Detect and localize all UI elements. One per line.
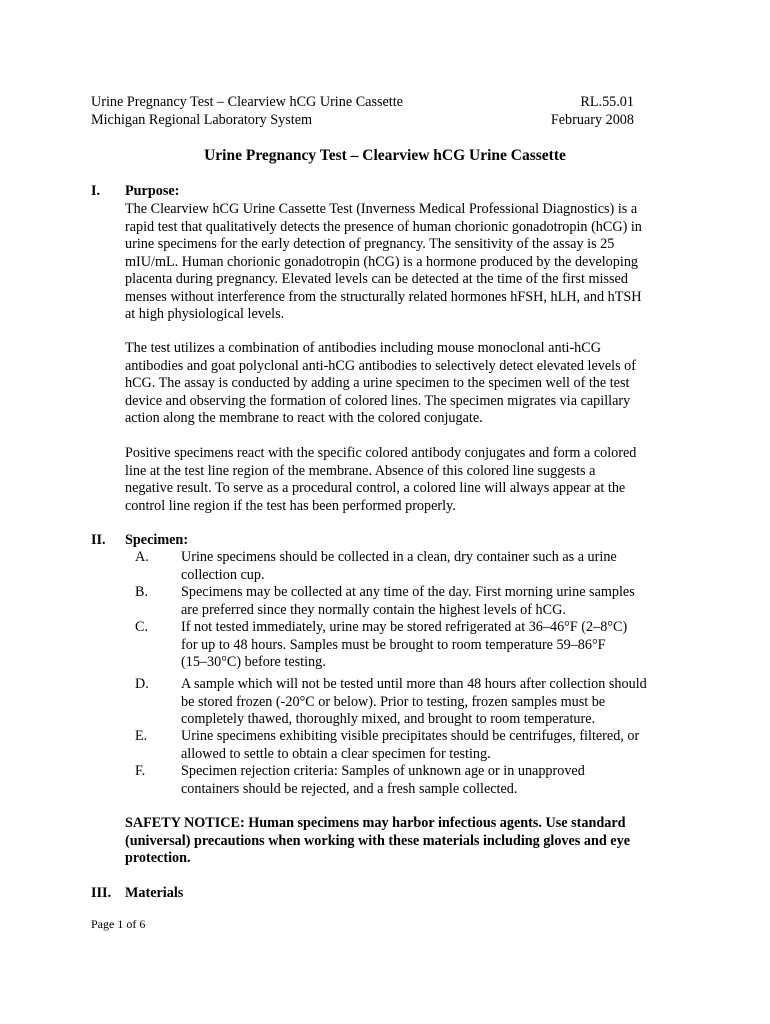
text-line: (15–30°C) before testing. bbox=[181, 654, 326, 670]
section-2-heading: Specimen: bbox=[125, 532, 189, 548]
page-title: Urine Pregnancy Test – Clearview hCG Urine Cassette bbox=[204, 147, 566, 164]
item-letter: A. bbox=[135, 549, 149, 565]
text-line: for up to 48 hours. Samples must be brought to room temperature 59–86°F bbox=[181, 636, 606, 653]
section-3-heading: Materials bbox=[125, 885, 184, 901]
text-line: line at the test line region of the membrane. Absence of this colored line suggests a bbox=[125, 462, 596, 479]
text-line: urine specimens for the early detection of pregnancy. The sensitivity of the assay is 25 bbox=[125, 236, 615, 252]
header-row-1 bbox=[91, 94, 634, 112]
item-text bbox=[181, 676, 647, 729]
purpose-paragraph-3 bbox=[125, 445, 685, 515]
text-line: Positive specimens react with the specific colored antibody conjugates and form a colored bbox=[125, 445, 637, 461]
item-letter: B. bbox=[135, 584, 149, 600]
text-line: If not tested immediately, urine may be stored refrigerated at 36–46°F (2–8°C) bbox=[181, 619, 628, 635]
text-line: at high physiological levels. bbox=[125, 306, 285, 322]
text-line: negative result. To serve as a procedural control, a colored line will always appear at the bbox=[125, 480, 626, 496]
section-1-number: I. bbox=[91, 183, 101, 199]
text-line: allowed to settle to obtain a clear specimen for testing. bbox=[181, 745, 491, 762]
item-letter: C. bbox=[135, 619, 149, 635]
safety-notice bbox=[125, 815, 630, 868]
page-number: Page 1 of 6 bbox=[91, 917, 146, 931]
text-line: mIU/mL. Human chorionic gonadotropin (hCG) is a hormone produced by the developing bbox=[125, 253, 639, 270]
text-line: control line region if the test has been performed properly. bbox=[125, 497, 456, 514]
item-text bbox=[181, 549, 617, 584]
section-1-heading: Purpose: bbox=[125, 183, 180, 199]
purpose-paragraph-1 bbox=[125, 201, 685, 324]
text-line: The Clearview hCG Urine Cassette Test (Inverness Medical Professional Diagnostics) is a bbox=[125, 201, 638, 217]
text-line: (universal) precautions when working with these materials including gloves and eye bbox=[125, 832, 630, 849]
item-text bbox=[181, 619, 627, 672]
text-line: A sample which will not be tested until more than 48 hours after collection should bbox=[181, 676, 647, 692]
text-line: Specimens may be collected at any time of the day. First morning urine samples bbox=[181, 584, 635, 600]
header-doc-number: RL.55.01 bbox=[580, 94, 634, 110]
text-line: The test utilizes a combination of antibodies including mouse monoclonal anti-hCG bbox=[125, 340, 601, 356]
text-line: device and observing the formation of colored lines. The specimen migrates via capillary bbox=[125, 392, 631, 409]
item-text bbox=[181, 584, 635, 619]
header-date: February 2008 bbox=[550, 112, 634, 128]
text-line: SAFETY NOTICE: Human specimens may harbor infectious agents. Use standard bbox=[125, 815, 626, 831]
header-organization: Michigan Regional Laboratory System bbox=[91, 112, 313, 128]
text-line: collection cup. bbox=[181, 566, 265, 583]
item-text bbox=[181, 763, 585, 798]
text-line: rapid test that qualitatively detects the presence of human chorionic gonadotropin (hCG) in bbox=[125, 218, 642, 235]
text-line: be stored frozen (-20°C or below). Prior to testing, frozen samples must be bbox=[181, 693, 606, 710]
item-text bbox=[181, 728, 639, 763]
text-line: antibodies and goat polyclonal anti-hCG antibodies to selectively detect elevated levels of bbox=[125, 357, 636, 374]
text-line: Specimen rejection criteria: Samples of unknown age or in unapproved bbox=[181, 763, 585, 779]
item-letter: E. bbox=[135, 728, 148, 744]
text-line: Urine specimens should be collected in a clean, dry container such as a urine bbox=[181, 549, 617, 565]
text-line: containers should be rejected, and a fresh sample collected. bbox=[181, 780, 518, 797]
purpose-paragraph-2 bbox=[125, 340, 685, 428]
text-line: placenta during pregnancy. Elevated levels can be detected at the time of the first missed bbox=[125, 271, 628, 287]
text-line: menses without interference from the structurally related hormones hFSH, hLH, and hTSH bbox=[125, 288, 642, 305]
section-2-number: II. bbox=[91, 532, 106, 548]
text-line: protection. bbox=[125, 850, 191, 866]
text-line: hCG. The assay is conducted by adding a urine specimen to the specimen well of the test bbox=[125, 375, 630, 391]
text-line: are preferred since they normally contain the highest levels of hCG. bbox=[181, 601, 566, 618]
text-line: completely thawed, thoroughly mixed, and brought to room temperature. bbox=[181, 711, 596, 727]
header-row-2 bbox=[91, 112, 634, 130]
header-doc-title: Urine Pregnancy Test – Clearview hCG Urine Cassette bbox=[91, 94, 403, 110]
item-letter: F. bbox=[135, 763, 146, 779]
text-line: action along the membrane to react with the colored conjugate. bbox=[125, 410, 483, 426]
item-letter: D. bbox=[135, 676, 149, 692]
text-line: Urine specimens exhibiting visible precipitates should be centrifuges, filtered, or bbox=[181, 728, 640, 744]
section-3-number: III. bbox=[91, 885, 112, 901]
